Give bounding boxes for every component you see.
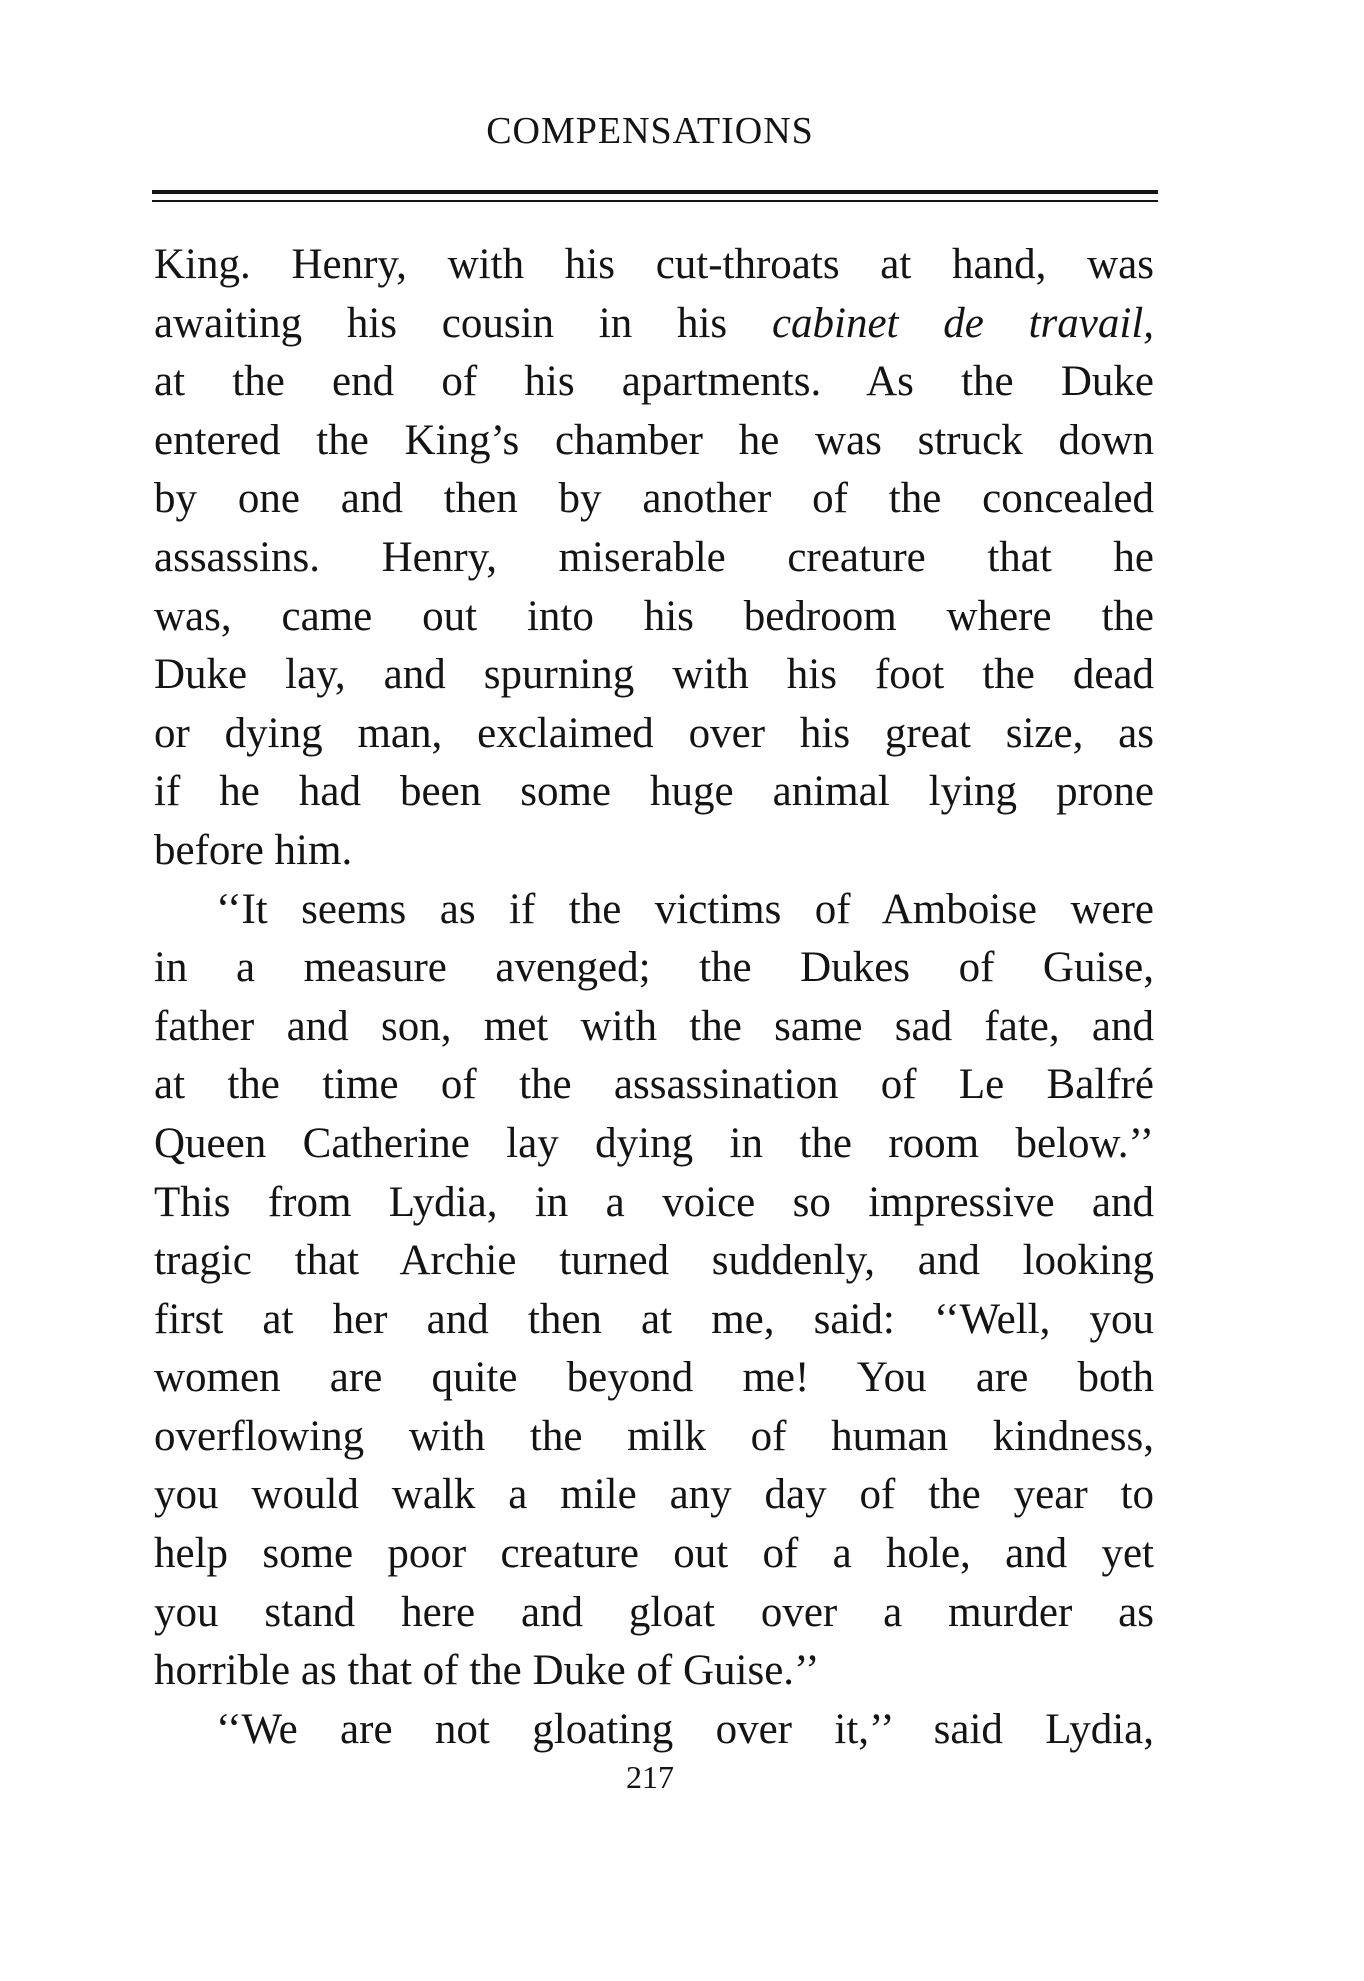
text-line: Queen Catherine lay dying in the room below.’’	[154, 1119, 1154, 1167]
text-line: before him.	[154, 826, 353, 874]
text-line: at the time of the assassination of Le Balfré	[154, 1061, 1154, 1109]
text-line: by one and then by another of the concealed	[154, 475, 1154, 523]
text-line: entered the King’s chamber he was struck down	[154, 416, 1154, 464]
text-line	[154, 295, 1154, 354]
text-line: horrible as that of the Duke of Guise.’’	[154, 1647, 820, 1695]
text-line: at the end of his apartments. As the Duke	[154, 358, 1154, 406]
text-line: women are quite beyond me! You are both	[154, 1354, 1154, 1402]
text-line: help some poor creature out of a hole, and yet	[154, 1530, 1154, 1578]
text-line: in a measure avenged; the Dukes of Guise,	[154, 944, 1154, 992]
text-line: or dying man, exclaimed over his great size, as	[154, 709, 1154, 757]
text-line: tragic that Archie turned suddenly, and looking	[154, 1237, 1154, 1285]
text-line: father and son, met with the same sad fate, and	[154, 1002, 1154, 1050]
text-line: This from Lydia, in a voice so impressive and	[154, 1178, 1154, 1226]
text-line: King. Henry, with his cut-throats at hand, was	[154, 241, 1154, 288]
page-number: 217	[626, 1759, 674, 1795]
text-line: ‘‘It seems as if the victims of Amboise were	[216, 885, 1154, 933]
text-line: you would walk a mile any day of the year to	[154, 1471, 1154, 1519]
text-run: awaiting his cousin in his	[154, 299, 772, 347]
header-rule-thin	[152, 200, 1158, 202]
header-rule-thick	[152, 190, 1158, 194]
text-line: first at her and then at me, said: ‘‘Well, you	[154, 1295, 1154, 1343]
text-line: you stand here and gloat over a murder as	[154, 1588, 1154, 1636]
running-head-title: COMPENSATIONS	[486, 110, 814, 152]
text-line: if he had been some huge animal lying prone	[154, 768, 1154, 816]
italic-phrase: cabinet de travail,	[771, 299, 1155, 347]
text-line: overflowing with the milk of human kindness,	[154, 1412, 1154, 1460]
text-line: was, came out into his bedroom where the	[154, 592, 1154, 640]
text-line: Duke lay, and spurning with his foot the dead	[154, 651, 1154, 699]
text-line: assassins. Henry, miserable creature that he	[154, 533, 1154, 581]
body-text	[154, 236, 1154, 1759]
text-line: ‘‘We are not gloating over it,’’ said Lydia,	[216, 1705, 1154, 1753]
